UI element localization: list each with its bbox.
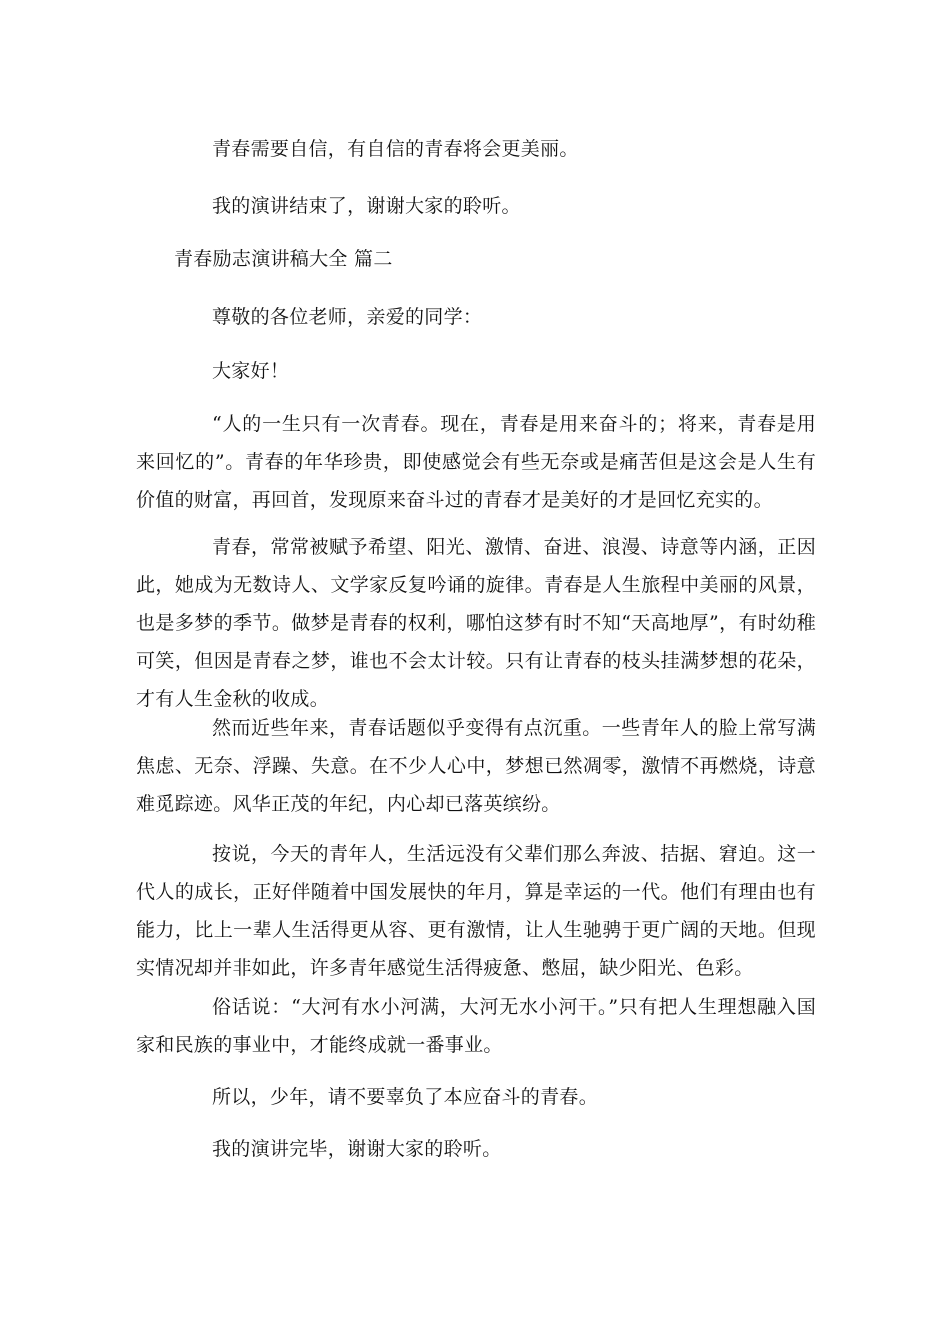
paragraph-greeting: 大家好！: [212, 360, 290, 382]
paragraph-confidence: 青春需要自信，有自信的青春将会更美丽。: [212, 138, 579, 160]
paragraph-proverb: 俗话说：“大河有水小河满，大河无水小河干。”只有把人生理想融入国家和民族的事业中，才能终成就一番事业。: [136, 996, 816, 1056]
paragraph-closing-two: 我的演讲完毕，谢谢大家的聆听。: [212, 1138, 502, 1160]
paragraph-do-not-waste: 所以，少年，请不要辜负了本应奋斗的青春。: [212, 1086, 599, 1108]
paragraph-salutation: 尊敬的各位老师，亲爱的同学：: [212, 306, 483, 328]
paragraph-quote: “人的一生只有一次青春。现在，青春是用来奋斗的；将来，青春是用来回忆的”。青春的年华珍贵，即使感觉会有些无奈或是痛苦但是这会是人生有价值的财富，再回首，发现原来奋斗过的青春才是美好的才是回忆充实的。: [136, 413, 816, 511]
paragraph-closing-one: 我的演讲结束了，谢谢大家的聆听。: [212, 195, 521, 217]
paragraph-youth-meaning: 青春，常常被赋予希望、阳光、激情、奋进、浪漫、诗意等内涵，正因此，她成为无数诗人、文学家反复吟诵的旋律。青春是人生旅程中美丽的风景，也是多梦的季节。做梦是青春的权利，哪怕这梦有时不知“天高地厚”，有时幼稚可笑，但因是青春之梦，谁也不会太计较。只有让青春的枝头挂满梦想的花朵，才有人生金秋的收成。: [136, 536, 816, 710]
paragraph-heavy-topic: 然而近些年来，青春话题似乎变得有点沉重。一些青年人的脸上常写满焦虑、无奈、浮躁、失意。在不少人心中，梦想已然凋零，激情不再燃烧，诗意难觅踪迹。风华正茂的年纪，内心却已落英缤纷。: [136, 717, 816, 815]
section-heading: 青春励志演讲稿大全 篇二: [174, 248, 393, 270]
paragraph-today-youth: 按说，今天的青年人，生活远没有父辈们那么奔波、拮据、窘迫。这一代人的成长，正好伴随着中国发展快的年月，算是幸运的一代。他们有理由也有能力，比上一辈人生活得更从容、更有激情，让人生驰骋于更广阔的天地。但现实情况却并非如此，许多青年感觉生活得疲惫、憋屈，缺少阳光、色彩。: [136, 843, 816, 979]
